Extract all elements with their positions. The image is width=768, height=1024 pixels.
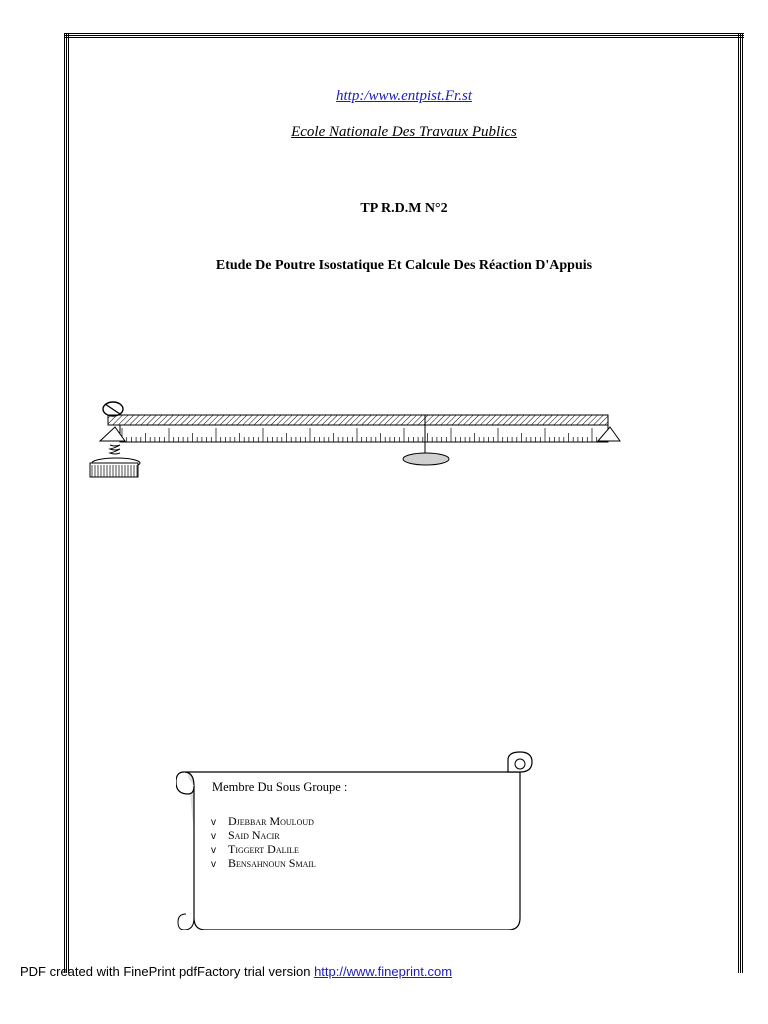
member-list: [211, 815, 316, 871]
page-border-left: [64, 33, 70, 973]
bullet-icon: v: [211, 859, 216, 870]
ruler: [120, 425, 608, 442]
website-link[interactable]: http:/www.entpist.Fr.st: [336, 88, 472, 104]
page-border-top: [64, 33, 744, 39]
bullet-icon: v: [211, 845, 216, 856]
beam: [108, 415, 608, 425]
spring-icon: [110, 445, 120, 454]
bullet-icon: v: [211, 817, 216, 828]
subject-title: Etude De Poutre Isostatique Et Calcule Des Réaction D'Appuis: [215, 258, 593, 273]
school-name: Ecole Nationale Des Travaux Publics: [291, 124, 517, 140]
beam-illustration: [80, 395, 640, 485]
load-pan-icon: [403, 453, 449, 465]
tp-title: TP R.D.M N°2: [360, 201, 448, 216]
website-line: [70, 87, 738, 105]
list-item: v Tiggert Dalile: [211, 842, 299, 856]
list-item: v Bensahnoun Smail: [211, 856, 316, 870]
list-item: v Djebbar Mouloud: [211, 814, 314, 828]
page-border-right: [738, 33, 744, 973]
group-heading: Membre Du Sous Groupe :: [212, 780, 348, 794]
footer-link[interactable]: http://www.fineprint.com: [314, 964, 453, 979]
pdf-footer: [20, 964, 452, 979]
bullet-icon: v: [211, 831, 216, 842]
list-item: v Said Nacir: [211, 828, 280, 842]
footer-text: PDF created with FinePrint pdfFactory trial version: [20, 964, 311, 979]
